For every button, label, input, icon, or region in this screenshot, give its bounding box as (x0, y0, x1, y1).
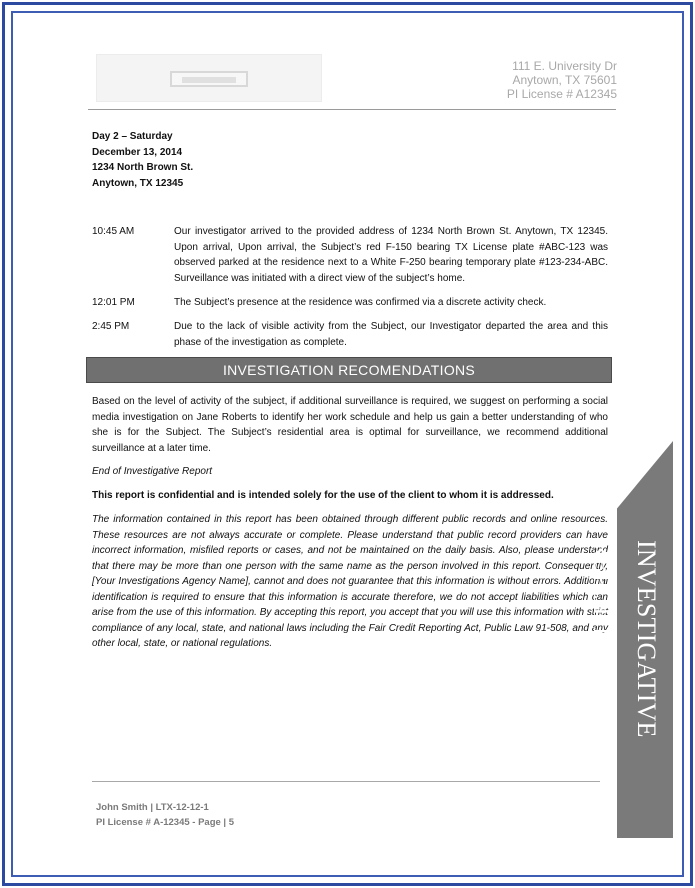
end-of-report-note: End of Investigative Report (92, 466, 213, 477)
log-text: The Subject’s presence at the residence was confirmed via a discrete activity check. (174, 297, 547, 308)
day-street: 1234 North Brown St. (92, 162, 194, 173)
recommendation-paragraph: Based on the level of activity of the subject, if additional surveillance is required, we suggest on performing a social media investigation on Jane Roberts to identify her work schedule and help us gain a better understanding of who she is for the Subject. The Subject’s residential area is optimal for surveillance, we recommend additional surveillance at a later time. (92, 396, 608, 454)
log-time: 2:45 PM (92, 321, 130, 332)
day-date: December 13, 2014 (92, 146, 183, 158)
address-line-street: 111 E. University Dr (512, 59, 617, 73)
day-block (92, 129, 412, 191)
footer-investigator: John Smith | LTX-12-12-1 (96, 802, 209, 813)
section-banner: INVESTIGATION RECOMENDATIONS (86, 357, 612, 383)
disclaimer-paragraph: The information contained in this report has been obtained through different public records and online resources. These resources are not always accurate or complete. Please understand that public record providers can have incorrect information, misfiled reports or cases, and not be maintained on the daily basis. Also, please understand that there may be more than one person with the same name as the person involved in this report. Consequently, [Your Investigations Agency Name], cannot and does not guarantee that this information is without errors. Additional identification is required to ensure that this information is accurate therefore, we do not accept liabilities which can arise from the use of this information. By accepting this report, you accept that you will use this information with strict compliance of any local, state, and national laws including the Fair Credit Reporting Act, Public Law 91-508, and any other local, state, or national regulations. (92, 514, 608, 649)
log-time: 12:01 PM (92, 297, 135, 308)
footer-divider (92, 781, 600, 782)
confidential-notice: This report is confidential and is intended solely for the use of the client to whom it is addressed. (92, 490, 554, 501)
address-line-license: PI License # A12345 (506, 87, 617, 101)
header-divider (88, 109, 616, 110)
address-line-city: Anytown, TX 75601 (512, 73, 617, 87)
log-entry (92, 295, 608, 311)
day-title: Day 2 – Saturday (92, 131, 173, 142)
logo-placeholder (96, 54, 322, 102)
page-footer (96, 800, 356, 830)
side-tab-label: INVESTIGATIVE REPORT (588, 540, 661, 738)
agency-address (397, 59, 617, 101)
log-entry (92, 224, 608, 286)
image-placeholder-icon (170, 71, 248, 87)
log-entry (92, 319, 608, 350)
footer-license-page: PI License # A-12345 - Page | 5 (96, 817, 235, 828)
log-time: 10:45 AM (92, 226, 135, 237)
log-text: Our investigator arrived to the provided address of 1234 North Brown St. Anytown, TX 12345. Upon arrival, Upon arrival, the Subject’s red F-150 bearing TX License plate #ABC-123 was observed parked at the residence next to a White F-250 bearing temporary plate #123-234-ABC. Surveillance was initiated with a direct view of the subject’s home. (174, 226, 608, 284)
day-city: Anytown, TX 12345 (92, 177, 184, 189)
log-text: Due to the lack of visible activity from the Subject, our Investigator departed the area and this phase of the investigation as complete. (174, 321, 608, 348)
